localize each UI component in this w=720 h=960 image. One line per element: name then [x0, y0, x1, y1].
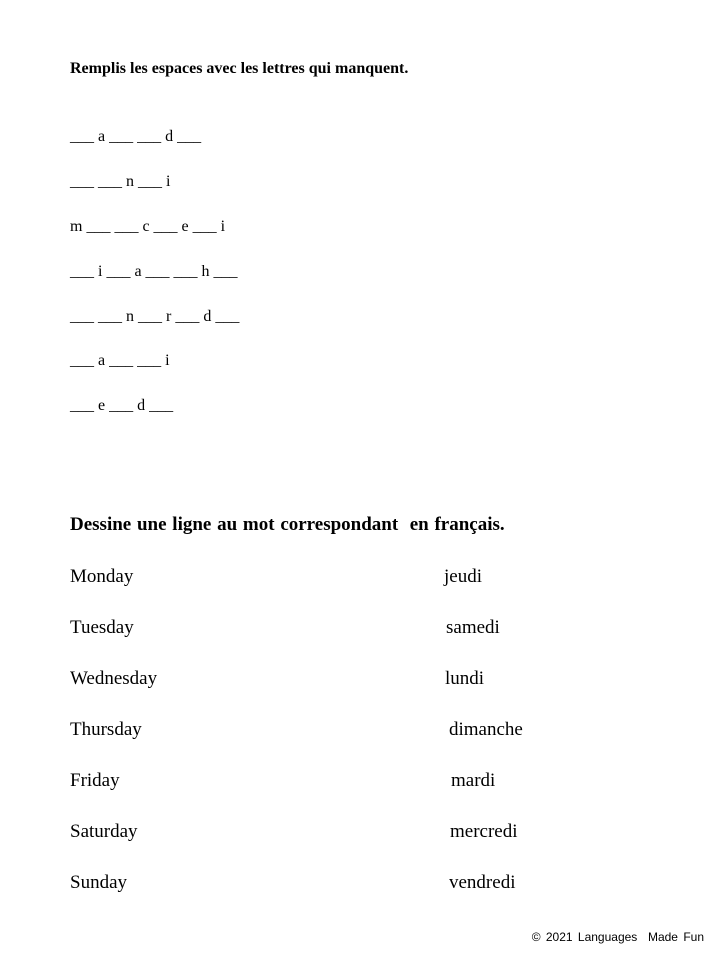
puzzle-line: ___ ___ n ___ r ___ d ___ — [70, 308, 240, 325]
french-day: mardi — [451, 770, 496, 791]
puzzle-line: ___ i ___ a ___ ___ h ___ — [70, 263, 238, 280]
puzzle-line: ___ a ___ ___ i — [70, 352, 170, 369]
english-day: Wednesday — [70, 668, 158, 689]
english-day: Tuesday — [70, 617, 134, 638]
match-instruction: Dessine une ligne au mot correspondant en français. — [70, 514, 505, 535]
english-day: Saturday — [70, 821, 138, 842]
french-day: jeudi — [444, 566, 482, 587]
english-day: Sunday — [70, 872, 127, 893]
puzzle-line: ___ e ___ d ___ — [70, 397, 174, 414]
puzzle-line: ___ a ___ ___ d ___ — [70, 128, 202, 145]
english-day: Friday — [70, 770, 120, 791]
french-day: lundi — [445, 668, 485, 689]
english-day: Monday — [70, 566, 134, 587]
french-day: mercredi — [450, 821, 518, 842]
english-day: Thursday — [70, 719, 142, 740]
fill-instruction: Remplis les espaces avec les lettres qui manquent. — [70, 60, 409, 77]
puzzle-line: m ___ ___ c ___ e ___ i — [70, 218, 226, 235]
french-day: dimanche — [449, 719, 523, 740]
copyright-footer: © 2021 Languages Made Fun — [531, 930, 704, 944]
puzzle-line: ___ ___ n ___ i — [70, 173, 171, 190]
french-day: vendredi — [449, 872, 516, 893]
french-day: samedi — [446, 617, 500, 638]
